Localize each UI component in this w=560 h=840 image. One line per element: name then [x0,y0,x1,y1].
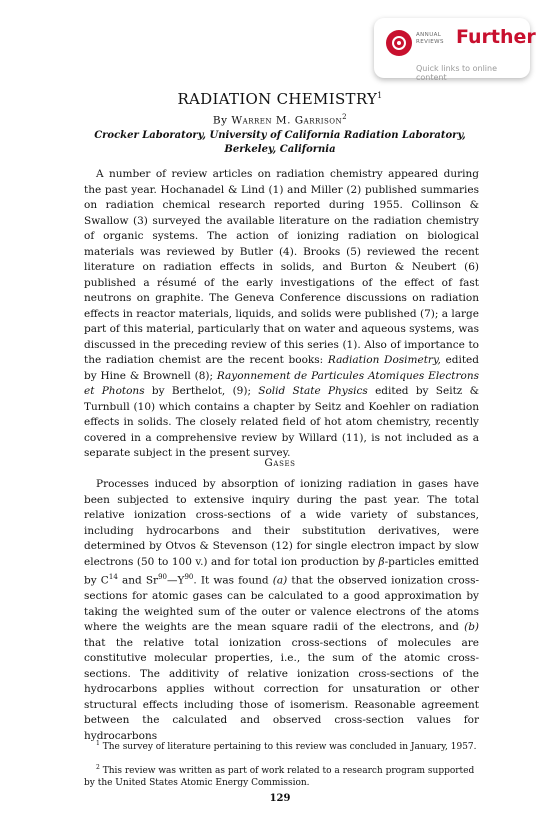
footnote-1-text: The survey of literature pertaining to this review was concluded in January, 1957. [102,742,477,752]
book-title-rayonnement: Rayonnement de Particules Atomiques Electrons et Photons [84,369,479,397]
book-title-solid-state-physics: Solid State Physics [258,385,368,397]
title-text: RADIATION CHEMISTRY [177,90,378,108]
book-title-radiation-dosimetry: Radiation Dosimetry, [327,354,441,366]
intro-text-d: edited by Seitz & Turnbull (10) which contains a chapter by Seitz and Koehler on radiation effects in solids. The closely related field of hot atom chemistry, recently covered in a comprehensive review by Willard (11), is not included as a separate subject in the present survey. [84,385,479,459]
reviews-label: REVIEWS [416,39,444,45]
article-title [0,90,560,108]
affiliation-line-1: Crocker Laboratory, University of California Radiation Laboratory, [94,130,466,141]
byline [0,113,560,127]
footnote-1-mark: 1 [96,740,100,747]
intro-paragraph [84,167,479,462]
further-links-badge[interactable] [374,18,536,82]
quick-links-label[interactable]: Quick links to online content [416,64,497,82]
gases-text-g: that the relative total ionization cross-sections of molecules are constitutive molecular properties, i.e., the sum of the atomic cross-sections. The additivity of relative ionization cross-sections of the hydrocarbons applies without correction for unsaturation or other structural effects including those of isomerism. Reasonable agreement between the calculated and observed cross-section values for hydrocarbons [84,636,479,742]
section-heading-gases: Gases [264,457,296,469]
item-marker-a: (a) [272,574,288,587]
item-marker-b: (b) [464,621,480,633]
intro-text-a: A number of review articles on radiation chemistry appeared during the past year. Hochanadel & Lind (1) and Miller (2) published summaries on radiation chemical research reported during 1955. Collinson & Swallow (3) surveyed the available literature on the radiation chemistry of organic systems. The action of ionizing radiation on biological materials was reviewed by Butler (4). Brooks (5) reviewed the recent literature on radiation effects in solids, and Burton & Neubert (6) published a résumé of the early investigations of the effect of fast neutrons on graphite. The Geneva Conference discussions on radiation effects in reactor materials, liquids, and solids were published (7); a large part of this material, particularly that on water and aqueous systems, was discussed in the preceding review of this series (1). Also of importance to the radiation chemist are the recent books: [84,168,479,366]
author-name: Warren M. Garrison [231,114,343,127]
logo-swirl-icon [390,34,408,52]
page-number: 129 [269,793,291,804]
y90-superscript: 90 [184,573,194,581]
affiliation-line-2: Berkeley, California [224,144,336,155]
gases-text-e: . It was found [193,574,269,587]
byline-prefix: By [212,114,228,127]
affiliation [0,129,560,157]
annual-label: ANNUAL [416,32,442,38]
footnote-2 [84,762,479,789]
gases-text-b: -particles emitted by C [84,555,479,587]
footnote-2-mark: 2 [96,764,100,771]
gases-text-a: Processes induced by absorption of ionizing radiation in gases have been subjected to extensive inquiry during the past year. The total relative ionization cross-sections of a wide variety of substances, including hydrocarbons and their substitution derivatives, were determined by Otvos & Stevenson (12) for single electron impact by slow electrons (50 to 100 v.) and for total ion production by [84,478,479,568]
sr90-superscript: 90 [158,573,167,581]
gases-text-f: that the observed ionization cross-sections for atomic gases can be calculated to a good approximation by taking the weighted sum of the outer or valence electrons of the atoms where the weights are the mean square radii of the electrons, and [84,574,480,633]
beta-symbol: β [378,555,385,568]
further-label[interactable]: Further [456,26,536,48]
c14-superscript: 14 [108,573,118,581]
gases-text-d: —Y [167,574,185,587]
footnote-1 [84,738,479,753]
title-footnote-mark: 1 [377,91,383,100]
author-footnote-mark: 2 [342,113,348,121]
annual-reviews-logo-icon [386,30,412,56]
footnote-2-text: This review was written as part of work related to a research program supported by the United States Atomic Energy Commission. [84,766,475,788]
gases-text-c: and Sr [121,574,159,587]
intro-text-b: edited by Hine & Brownell (8); [84,354,479,382]
gases-paragraph [84,477,479,744]
annual-reviews-wordmark [416,32,444,46]
intro-text-c: by Berthelot, (9); [151,385,251,397]
